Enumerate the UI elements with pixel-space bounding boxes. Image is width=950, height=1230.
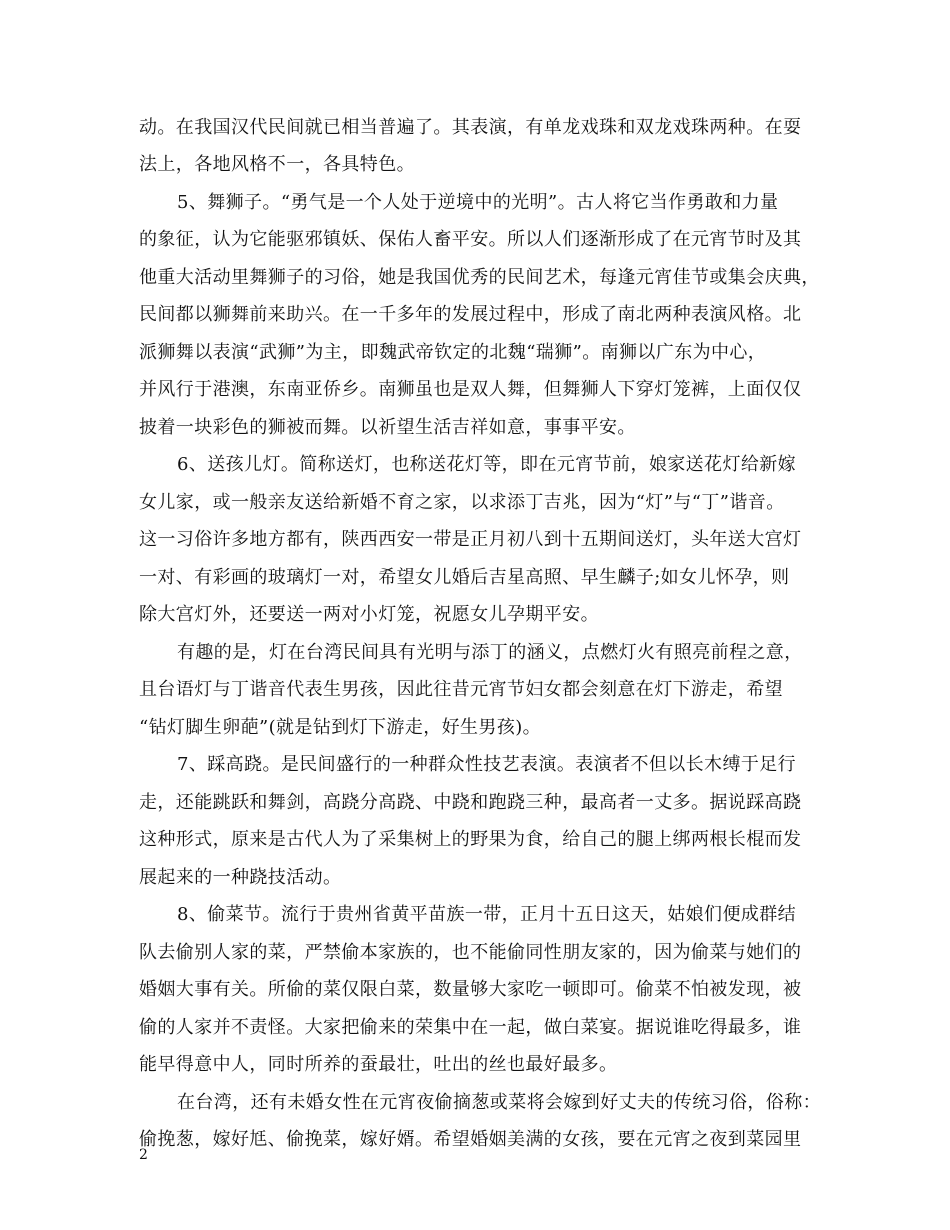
text-line: 他重大活动里舞狮子的习俗，她是我国优秀的民间艺术，每逢元宵佳节或集会庆典，	[139, 267, 820, 288]
text-line: 且台语灯与丁谐音代表生男孩，因此往昔元宵节妇女都会刻意在灯下游走，希望	[139, 679, 783, 700]
text-line: 在台湾，还有未婚女性在元宵夜偷摘葱或菜将会嫁到好丈夫的传统习俗，俗称：	[177, 1092, 821, 1113]
text-line: 走，还能跳跃和舞剑，高跷分高跷、中跷和跑跷三种，最高者一丈多。据说踩高跷	[139, 792, 802, 813]
text-line: 偷的人家并不责怪。大家把偷来的荣集中在一起，做白菜宴。据说谁吃得最多，谁	[139, 1017, 802, 1038]
text-line: 8、偷菜节。流行于贵州省黄平苗族一带，正月十五日这天，姑娘们便成群结	[177, 904, 797, 925]
text-line: 派狮舞以表演“武狮”为主，即魏武帝钦定的北魏“瑞狮”。南狮以广东为中心，	[139, 342, 767, 363]
text-line: 民间都以狮舞前来助兴。在一千多年的发展过程中，形成了南北两种表演风格。北	[139, 304, 802, 325]
text-line: 披着一块彩色的狮被而舞。以祈望生活吉祥如意，事事平安。	[139, 417, 636, 438]
text-line: 偷挽葱，嫁好尪、偷挽菜，嫁好婿。希望婚姻美满的女孩，要在元宵之夜到菜园里	[139, 1129, 802, 1150]
text-line: 女儿家，或一般亲友送给新婚不育之家，以求添丁吉兆，因为“灯”与“丁”谐音。	[139, 492, 785, 513]
text-line: “钻灯脚生卵葩”(就是钻到灯下游走，好生男孩)。	[139, 717, 542, 738]
text-line: 这一习俗许多地方都有，陕西西安一带是正月初八到十五期间送灯，头年送大宫灯	[139, 529, 802, 550]
text-line: 7、踩高跷。是民间盛行的一种群众性技艺表演。表演者不但以长木缚于足行	[177, 754, 797, 775]
text-line: 动。在我国汉代民间就已相当普遍了。其表演，有单龙戏珠和双龙戏珠两种。在耍	[139, 117, 802, 138]
text-line: 的象征，认为它能驱邪镇妖、保佑人畜平安。所以人们逐渐形成了在元宵节时及其	[139, 229, 802, 250]
text-line: 婚姻大事有关。所偷的菜仅限白菜，数量够大家吃一顿即可。偷菜不怕被发现，被	[139, 979, 802, 1000]
text-line: 这种形式，原来是古代人为了采集树上的野果为食，给自己的腿上绑两根长棍而发	[139, 829, 802, 850]
text-line: 一对、有彩画的玻璃灯一对，希望女儿婚后吉星高照、早生麟子;如女儿怀孕，则	[139, 567, 790, 588]
text-line: 6、送孩儿灯。简称送灯，也称送花灯等，即在元宵节前，娘家送花灯给新嫁	[177, 454, 797, 475]
text-line: 除大宫灯外，还要送一两对小灯笼，祝愿女儿孕期平安。	[139, 604, 599, 625]
text-line: 有趣的是，灯在台湾民间具有光明与添丁的涵义，点燃灯火有照亮前程之意，	[177, 642, 803, 663]
page-number: 2	[139, 1147, 148, 1163]
text-line: 队去偷别人家的菜，严禁偷本家族的，也不能偷同性朋友家的，因为偷菜与她们的	[139, 942, 802, 963]
text-line: 并风行于港澳，东南亚侨乡。南狮虽也是双人舞，但舞狮人下穿灯笼裤，上面仅仅	[139, 379, 802, 400]
text-line: 能早得意中人，同时所养的蚕最壮，吐出的丝也最好最多。	[139, 1054, 618, 1075]
text-line: 展起来的一种跷技活动。	[139, 867, 342, 888]
text-line: 5、舞狮子。“勇气是一个人处于逆境中的光明”。古人将它当作勇敢和力量	[177, 192, 779, 213]
text-line: 法上，各地风格不一，各具特色。	[139, 154, 415, 175]
